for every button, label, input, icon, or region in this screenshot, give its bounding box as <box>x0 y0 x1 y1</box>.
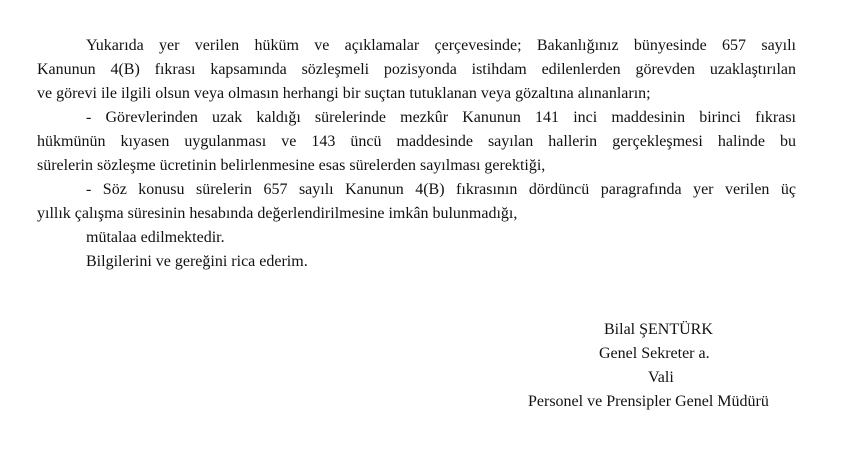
paragraph-3-line-2: yıllık çalışma süresinin hesabında değerlendirilmesine imkân bulunmadığı, <box>37 205 518 222</box>
paragraph-2-line-1: - Görevlerinden uzak kaldığı sürelerinde mezkûr Kanunun 141 inci maddesinin birinci fıkrası <box>86 109 796 126</box>
paragraph-2-line-2: hükmünün kıyasen uygulanması ve 143 üncü maddesinde sayılan hallerin gerçekleşmesi halinde bu <box>37 133 796 150</box>
signatory-title: Genel Sekreter a. <box>599 345 710 362</box>
closing-statement: mütalaa edilmektedir. <box>86 229 225 246</box>
signatory-name: Bilal ŞENTÜRK <box>604 321 713 338</box>
paragraph-1-line-2: Kanunun 4(B) fıkrası kapsamında sözleşmeli pozisyonda istihdam edilenlerden görevden uzaklaştırılan <box>37 61 796 78</box>
paragraph-1-line-3: ve görevi ile ilgili olsun veya olmasın herhangi bir suçtan tutuklanan veya gözaltına alınanların; <box>37 85 651 102</box>
signatory-department: Personel ve Prensipler Genel Müdürü <box>528 393 769 410</box>
paragraph-1-line-1: Yukarıda yer verilen hüküm ve açıklamalar çerçevesinde; Bakanlığınız bünyesinde 657 sayılı <box>86 37 796 54</box>
paragraph-3-line-1: - Söz konusu sürelerin 657 sayılı Kanunun 4(B) fıkrasının dördüncü paragrafında yer verilen üç <box>86 181 796 198</box>
closing-request: Bilgilerini ve gereğini rica ederim. <box>86 253 308 270</box>
signatory-role: Vali <box>648 369 674 386</box>
paragraph-2-line-3: sürelerin sözleşme ücretinin belirlenmesine esas sürelerden sayılması gerektiği, <box>37 157 546 174</box>
